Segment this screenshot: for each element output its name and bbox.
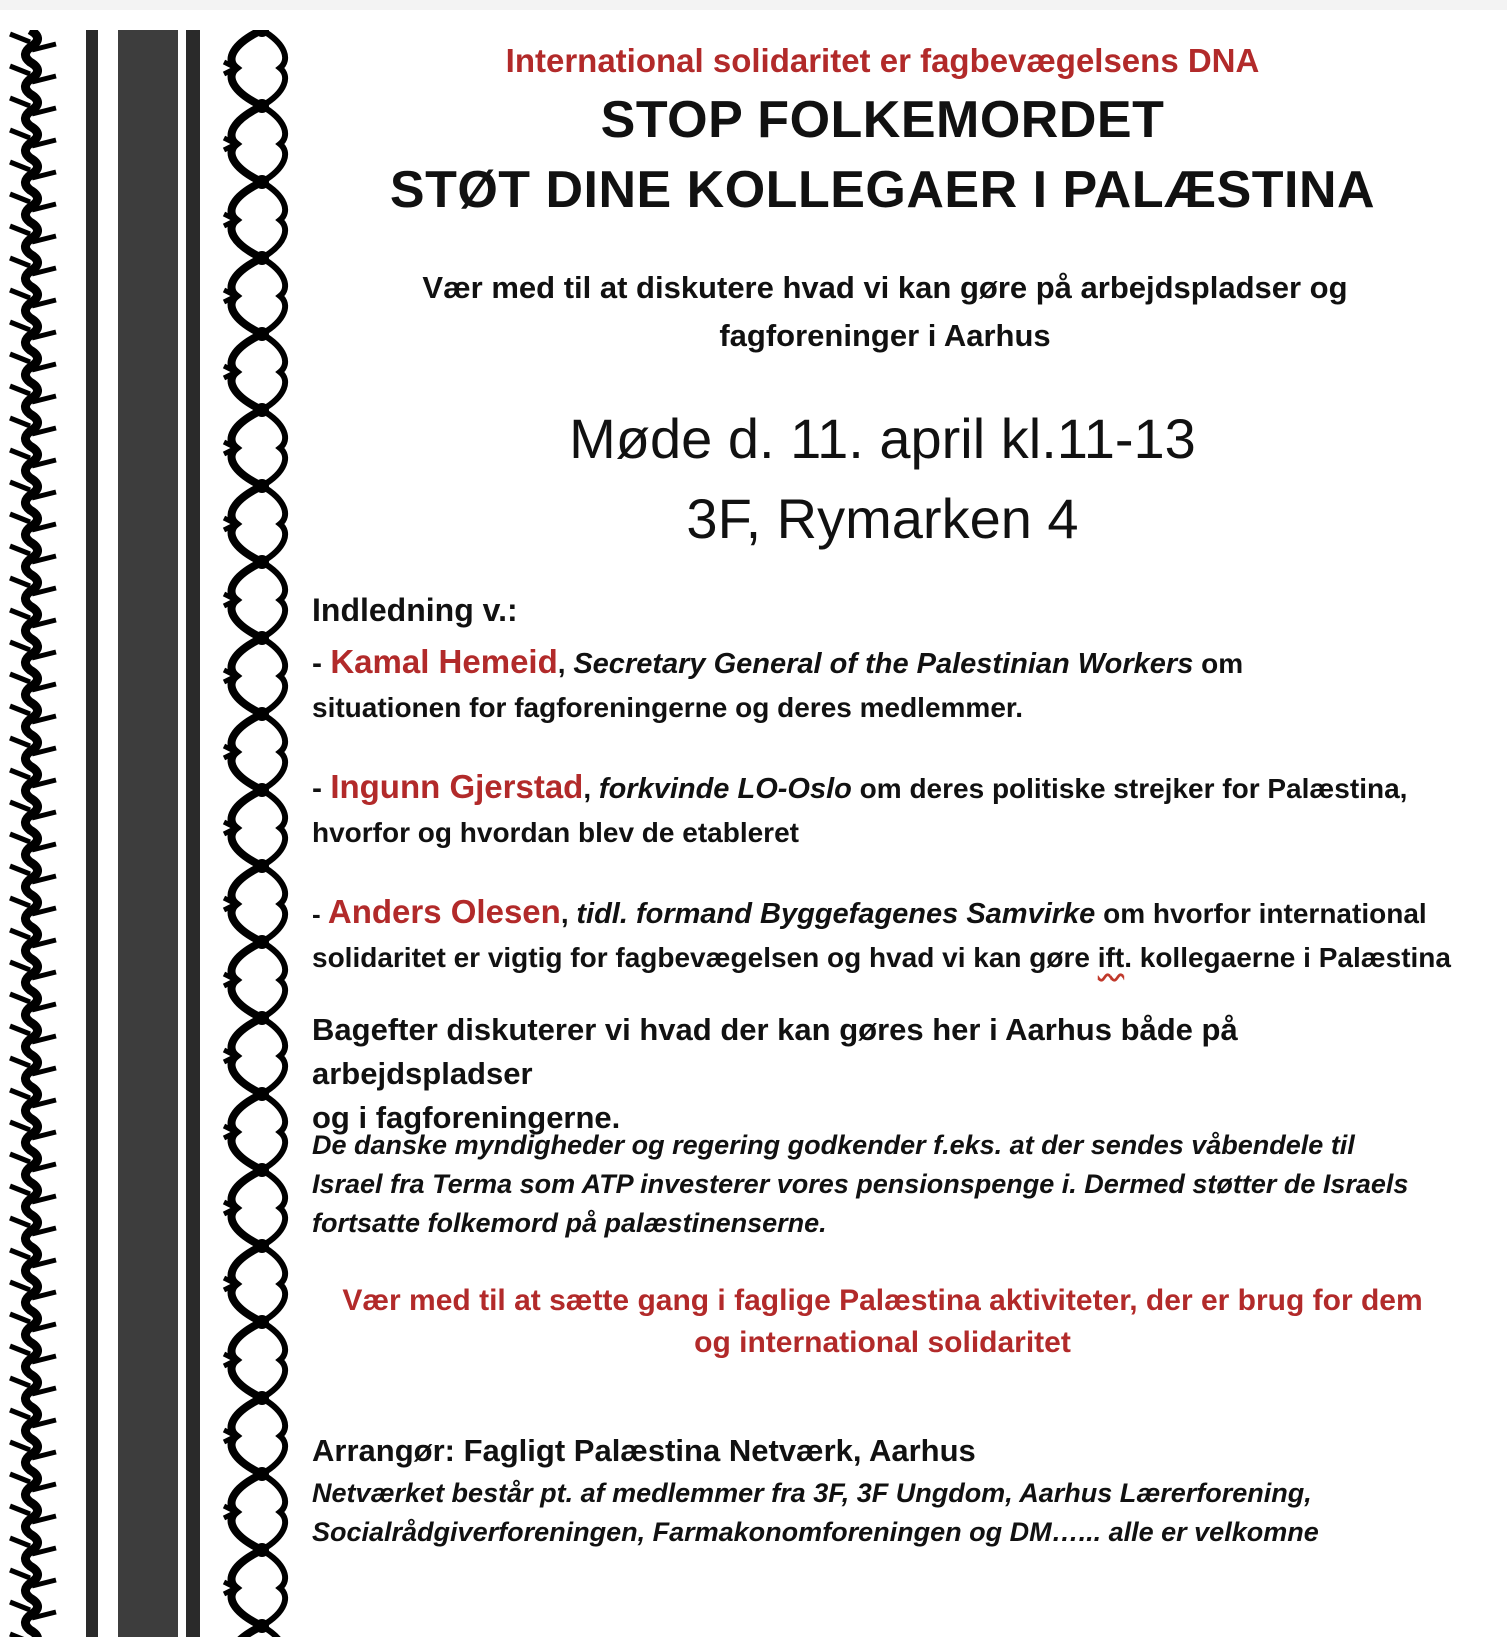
speaker-name: Ingunn Gjerstad	[330, 768, 584, 805]
intro-line-2: fagforeninger i Aarhus	[719, 318, 1051, 353]
keffiyeh-pattern-border-icon	[0, 30, 300, 1637]
members-line-2: Socialrådgiverforeningen, Farmakonomforeningen og DM…... alle er velkomne	[312, 1517, 1319, 1547]
discussion-line-2: og i fagforeningerne.	[312, 1100, 621, 1135]
speaker-topic-cont: situationen for fagforeningerne og deres medlemmer.	[312, 692, 1024, 723]
speaker-topic-cont: solidaritet er vigtig for fagbevægelsen og hvad vi kan gøre	[312, 942, 1098, 973]
note-text	[312, 1126, 1462, 1243]
note-line-1: De danske myndigheder og regering godkender f.eks. at der sendes våbendele til	[312, 1130, 1355, 1160]
speaker-role: forkvinde LO-Oslo	[598, 773, 852, 805]
speaker-topic-cont: hvorfor og hvordan blev de etableret	[312, 817, 799, 848]
meeting-time: Møde d. 11. april kl.11-13	[569, 407, 1196, 470]
speaker-topic-end: . kollegaerne i Palæstina	[1124, 942, 1451, 973]
intro-text	[380, 264, 1390, 360]
speaker-separator: ,	[583, 773, 599, 804]
note-line-2: Israel fra Terma som ATP investerer vores pensionspenge i. Dermed støtter de Israels	[312, 1169, 1409, 1199]
members-line-1: Netværket består pt. af medlemmer fra 3F, 3F Ungdom, Aarhus Lærerforening,	[312, 1478, 1312, 1508]
cta-line-1: Vær med til at sætte gang i faglige Palæstina aktiviteter, der er brug for dem	[342, 1284, 1423, 1317]
intro-line-1: Vær med til at diskutere hvad vi kan gøre på arbejdspladser og	[422, 270, 1348, 305]
speaker-separator: ,	[560, 898, 577, 929]
note-line-3: fortsatte folkemord på palæstinenserne.	[312, 1208, 827, 1238]
organizer-text: Arrangør: Fagligt Palæstina Netværk, Aarhus	[312, 1433, 976, 1468]
speaker-role: Secretary General of the Palestinian Workers	[573, 648, 1194, 680]
speaker-role: tidl. formand Byggefagenes Samvirke	[576, 898, 1096, 930]
spellcheck-word: ift	[1097, 942, 1125, 973]
cta-line-2: og international solidaritet	[694, 1326, 1071, 1359]
headline-line-1: STOP FOLKEMORDET	[600, 91, 1165, 149]
speaker-topic: om deres politiske strejker for Palæstina,	[851, 773, 1408, 804]
call-to-action	[300, 1280, 1465, 1364]
speaker-name: Kamal Hemeid	[330, 643, 558, 680]
speaker-dash: -	[312, 772, 331, 805]
members-text	[312, 1474, 1462, 1552]
discussion-text	[312, 1008, 1462, 1140]
kicker-text: International solidaritet er fagbevægelsens DNA	[505, 42, 1260, 79]
speaker-topic: om	[1193, 648, 1244, 679]
discussion-line-1: Bagefter diskuterer vi hvad der kan gøres her i Aarhus både på arbejdspladser	[312, 1012, 1238, 1091]
speaker-name: Anders Olesen	[327, 893, 561, 930]
headline-line-2: STØT DINE KOLLEGAER I PALÆSTINA	[389, 161, 1376, 219]
speaker-dash: -	[312, 899, 328, 929]
speaker-item	[312, 890, 1462, 980]
speaker-dash: -	[312, 647, 331, 680]
speaker-topic: om hvorfor international	[1095, 898, 1427, 929]
speaker-item	[312, 640, 1462, 730]
meeting-place: 3F, Rymarken 4	[686, 487, 1079, 550]
top-edge	[0, 0, 1507, 10]
speaker-separator: ,	[557, 648, 574, 679]
speaker-item	[312, 765, 1462, 855]
intro-label: Indledning v.:	[312, 592, 518, 628]
